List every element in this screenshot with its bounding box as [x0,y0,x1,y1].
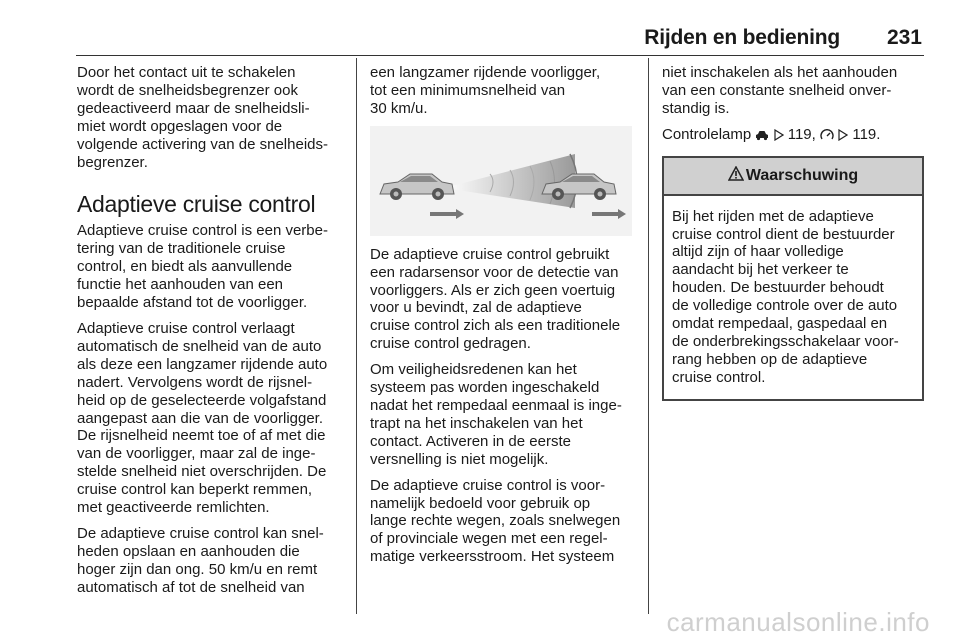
column-2 [370,64,633,574]
paragraph: Adaptieve cruise control is een verbe- tering van de traditionele cruise control, en biedt als aanvullende functie het aanhouden van een bepaalde afstand tot de voorligger. [77,222,328,312]
column-1 [77,64,345,605]
paragraph: Adaptieve cruise control verlaagt automatisch de snelheid van de auto als deze een langzamer rijdende auto nadert. Vervolgens wordt de rijsnel- heid op de geselecteerde volgafstand aangepast aan die van de voorligger. De rijsnelheid neemt toe of af met die van de voorligger, maar zal de inge- stelde snelheid niet overschrijden. De cruise control kan beperkt remmen, met geactiveerde remlichten. [77,319,328,517]
paragraph: niet inschakelen als het aanhouden van een constante snelheid onver- standig is. [662,64,898,117]
paragraph: een langzamer rijdende voorligger, tot een minimumsnelheid van 30 km/u. [370,64,601,117]
paragraph: De adaptieve cruise control is voor- namelijk bedoeld voor gebruik op lange rechte wegen, zoals snelwegen of provinciale wegen met een regel- matige verkeersstroom. Het systeem [370,476,621,566]
page-header [0,0,960,58]
warning-header: Waarschuwing [664,158,922,196]
radar-figure [370,126,632,236]
paragraph: Om veiligheidsredenen kan het systeem pas worden ingeschakeld nadat het rempedaal eenmaal is inge- trapt na het inschakelen van het contact. Activeren in de eerste versnelling is niet mogelijk. [370,361,622,468]
radar-illustration [370,126,632,236]
paragraph: De adaptieve cruise control gebruikt een radarsensor voor de detectie van voorliggers. Als er zich geen voertuig voor u bevindt, zal de adaptieve cruise control zich als een traditionele cruise control gedragen. [370,245,621,353]
cruise-icon [820,128,834,146]
column-3 [662,64,924,401]
warning-box [662,156,924,401]
warning-triangle-icon [728,166,744,186]
watermark: carmanualsonline.info [666,607,930,637]
column-divider [356,58,357,614]
column-divider [648,58,649,614]
page-number: 231 [886,26,922,49]
section-title: Rijden en bediening [644,26,840,49]
paragraph: Door het contact uit te schakelen wordt de snelheidsbegrenzer ook gedeactiveerd maar de snelheidsli- miet wordt opgeslagen voor de volgende activering van de snelheids- begrenzer. [77,64,328,171]
header-divider [76,55,924,56]
section-heading: Adaptieve cruise control [77,191,316,218]
warning-text: Bij het rijden met de adaptieve cruise control dient de bestuurder altijd zijn of haar volledige aandacht bij het verkeer te houden. De bestuurder behoudt de volledige controle over de auto omdat rempedaal, gaspedaal en de onderbrekingsschakelaar voor- rang hebben op de adaptieve cruise control. [672,207,899,386]
reference-arrow-icon[interactable] [774,128,784,146]
paragraph: De adaptieve cruise control kan snel- heden opslaan en aanhouden die hoger zijn dan ong. 50 km/u en remt automatisch af tot de snelheid van [77,524,324,596]
control-lamp-reference: Controlelamp 119, 119. [662,126,924,146]
reference-arrow-icon[interactable] [838,128,848,146]
car-icon [755,128,769,146]
